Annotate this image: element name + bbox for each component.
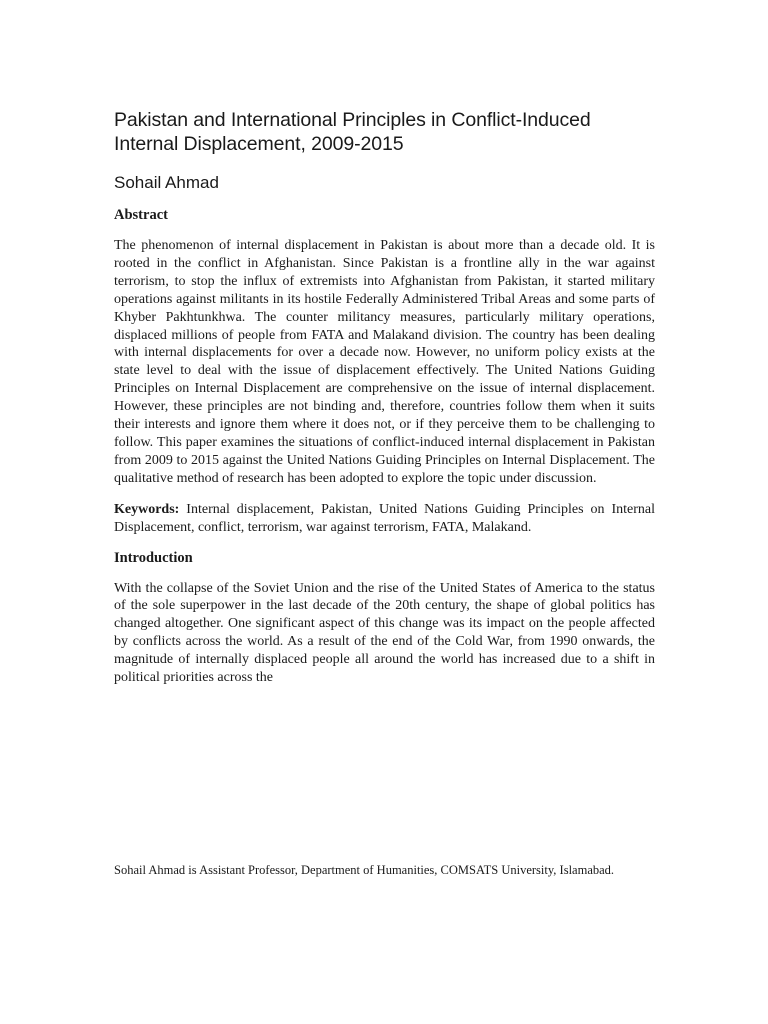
keywords-label: Keywords: bbox=[114, 501, 180, 517]
introduction-heading: Introduction bbox=[114, 549, 193, 566]
keywords-paragraph bbox=[114, 501, 655, 537]
paper-page bbox=[114, 108, 655, 687]
abstract-heading: Abstract bbox=[114, 207, 168, 223]
author-name: Sohail Ahmad bbox=[114, 173, 219, 192]
abstract-paragraph: The phenomenon of internal displacement in Pakistan is about more than a decade old. It is rooted in the conflict in Afghanistan. Since Pakistan is a frontline ally in the war against terrorism, to stop the influx of extremists into Afghanistan from Pakistan, it started military operations against militants in its hostile Federally Administered Tribal Areas and some parts of Khyber Pakhtunkhwa. The counter militancy measures, particularly military operations, displaced millions of people from FATA and Malakand division. The country has been dealing with internal displacements for over a decade now. However, no uniform policy exists at the state level to deal with the issue of displacement effectively. The United Nations Guiding Principles on Internal Displacement are comprehensive on the issue of internal displacement. However, these principles are not binding and, therefore, countries follow them when it suits their interests and ignore them where it does not, or if they perceive them to be challenging to follow. This paper examines the situations of conflict-induced internal displacement in Pakistan from 2009 to 2015 against the United Nations Guiding Principles on Internal Displacement. The qualitative method of research has been adopted to explore the topic under discussion. bbox=[114, 238, 655, 486]
author-affiliation-footnote: Sohail Ahmad is Assistant Professor, Department of Humanities, COMSATS University, Islamabad. bbox=[114, 863, 615, 877]
introduction-paragraph: With the collapse of the Soviet Union and the rise of the United States of America to the status of the sole superpower in the last decade of the 20th century, the shape of global politics has changed altogether. One significant aspect of this change was its impact on the people affected by conflicts across the world. As a result of the end of the Cold War, from 1990 onwards, the magnitude of internally displaced people all around the world has increased due to a shift in political priorities across the bbox=[114, 580, 655, 686]
keywords-list: Internal displacement, Pakistan, United Nations Guiding Principles on Internal Displacement, conflict, terrorism, war against terrorism, FATA, Malakand. bbox=[114, 501, 655, 535]
paper-title: Pakistan and International Principles in Conflict-Induced Internal Displacement, 2009-2015 bbox=[114, 109, 591, 155]
